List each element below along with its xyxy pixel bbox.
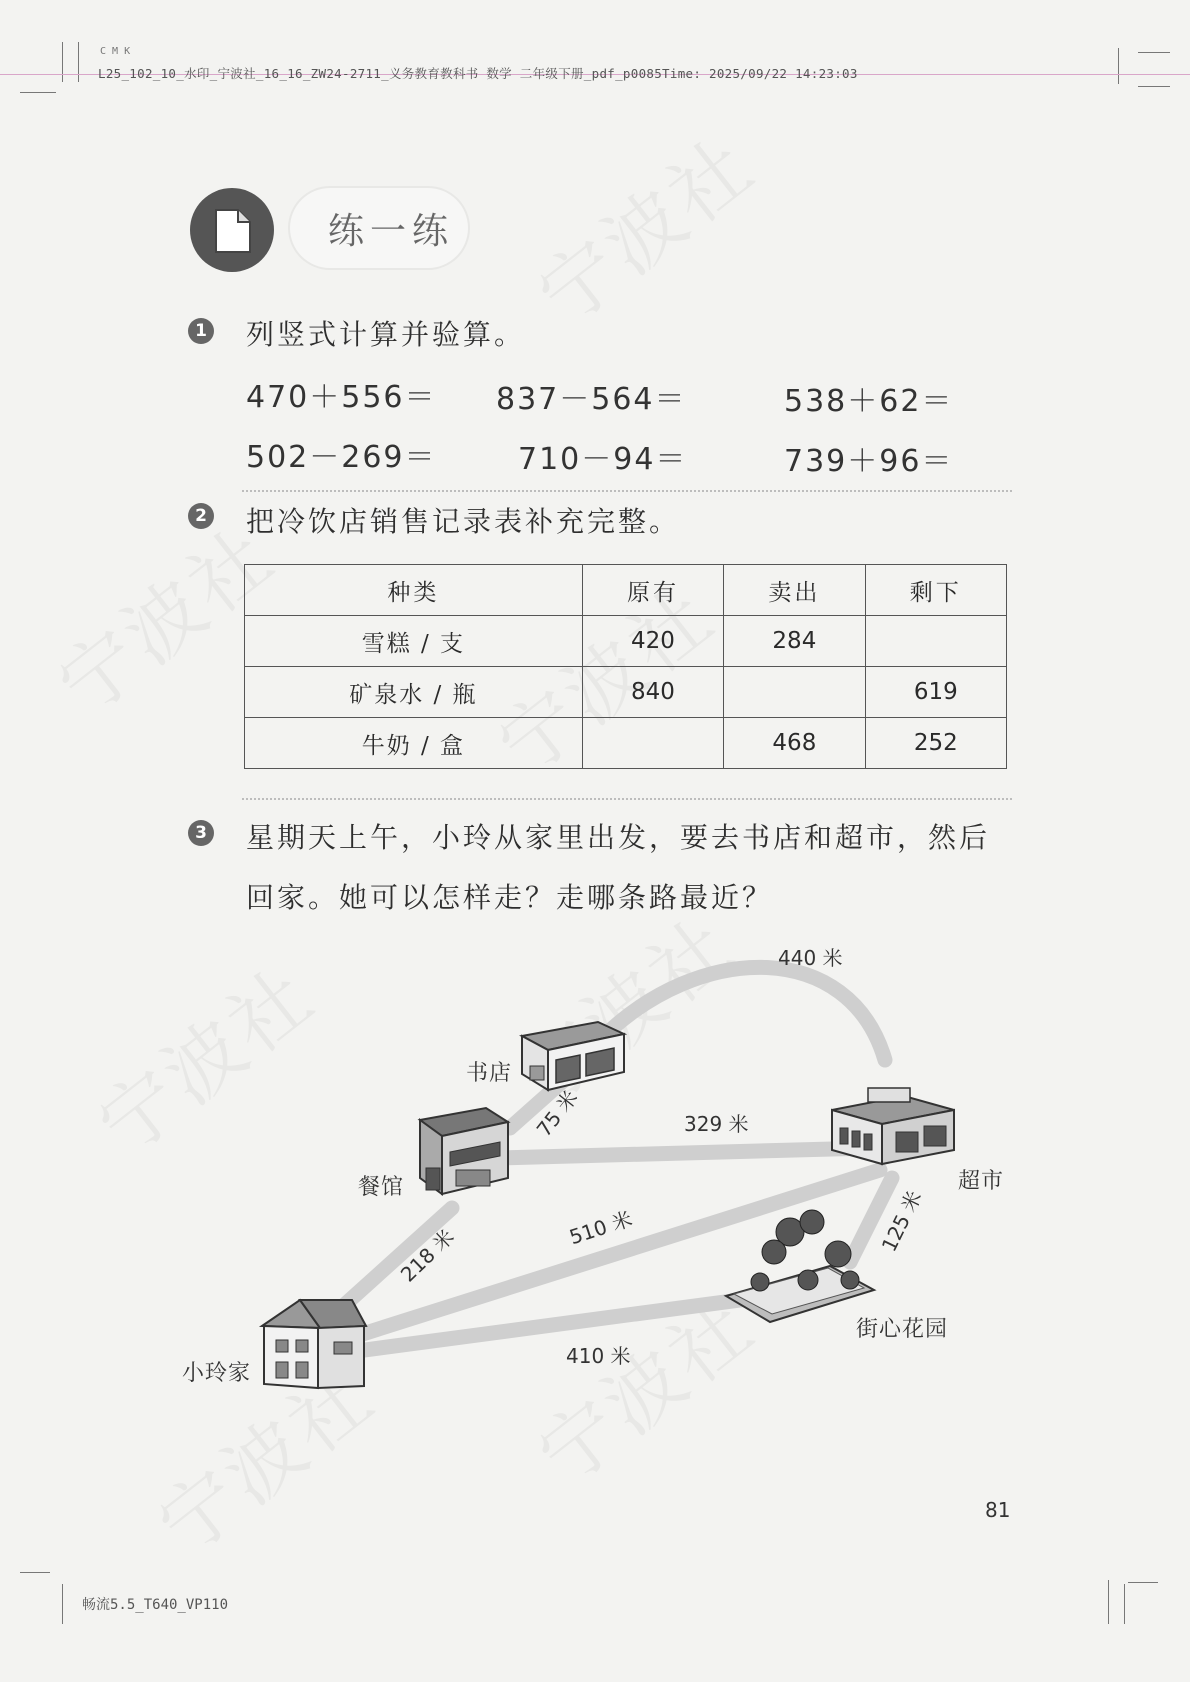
question-3-text-line2: 回家。她可以怎样走？走哪条路最近？	[246, 881, 774, 914]
question-1-text: 列竖式计算并验算。	[246, 318, 526, 351]
table-cell: 牛奶 / 盒	[245, 718, 583, 769]
print-info: L25_102_10_水印_宁波社_16_16_ZW24-2711_义务教育教科书 数学 二年级下册_pdf_p0085Time: 2025/09/22 14:23:03	[98, 66, 858, 81]
table-cell: 252	[865, 718, 1006, 769]
question-number-2: 2	[188, 503, 214, 529]
supermarket-label: 超市	[958, 1169, 1005, 1194]
table-header: 种类	[245, 565, 583, 616]
equation: 502－269＝	[246, 440, 437, 475]
table-cell: 468	[724, 718, 865, 769]
equation: 710－94＝	[518, 442, 688, 477]
distance-label: 410 米	[566, 1344, 631, 1368]
table-cell: 840	[582, 667, 723, 718]
crop-mark	[1124, 1584, 1125, 1624]
distance-label: 510 米	[566, 1206, 636, 1250]
table-cell: 矿泉水 / 瓶	[245, 667, 583, 718]
home-label: 小玲家	[182, 1361, 252, 1386]
distance-label: 218 米	[395, 1224, 459, 1287]
crop-mark	[1128, 1582, 1158, 1583]
equation: 470＋556＝	[246, 380, 437, 415]
question-number-1: 1	[188, 318, 214, 344]
table-cell: 619	[865, 667, 1006, 718]
page-number: 81	[985, 1498, 1011, 1522]
equation: 538＋62＝	[784, 384, 954, 419]
road-bookstore-supermarket	[600, 967, 885, 1060]
footer-info: 畅流5.5_T640_VP110	[82, 1597, 229, 1613]
table-header: 原有	[582, 565, 723, 616]
table-header: 卖出	[724, 565, 865, 616]
question-2-text: 把冷饮店销售记录表补充完整。	[246, 505, 681, 538]
question-number-3: 3	[188, 820, 214, 846]
question-3-text-line1: 星期天上午，小玲从家里出发，要去书店和超市，然后	[246, 821, 991, 854]
restaurant-label: 餐馆	[358, 1175, 405, 1200]
road-restaurant-supermarket	[498, 1148, 870, 1158]
crop-mark	[1108, 1580, 1109, 1624]
table-header: 剩下	[865, 565, 1006, 616]
garden-label: 街心花园	[856, 1317, 949, 1342]
restaurant-icon	[420, 1108, 508, 1194]
distance-label: 329 米	[684, 1112, 749, 1136]
bookstore-label: 书店	[466, 1061, 513, 1086]
equation: 837－564＝	[496, 382, 687, 417]
bookstore-icon	[522, 1022, 624, 1090]
distance-label: 125 米	[876, 1186, 927, 1256]
table-cell: 284	[724, 616, 865, 667]
crop-mark	[62, 1584, 63, 1624]
table-cell: 雪糕 / 支	[245, 616, 583, 667]
section-title: 练一练	[328, 211, 455, 252]
distance-label: 75 米	[531, 1085, 583, 1142]
supermarket-icon	[832, 1088, 954, 1164]
table-cell: 420	[582, 616, 723, 667]
distance-label: 440 米	[778, 946, 843, 970]
crop-mark	[20, 1572, 50, 1573]
equation: 739＋96＝	[784, 444, 954, 479]
home-icon	[262, 1300, 366, 1388]
print-color-mark: C M K	[100, 46, 131, 57]
